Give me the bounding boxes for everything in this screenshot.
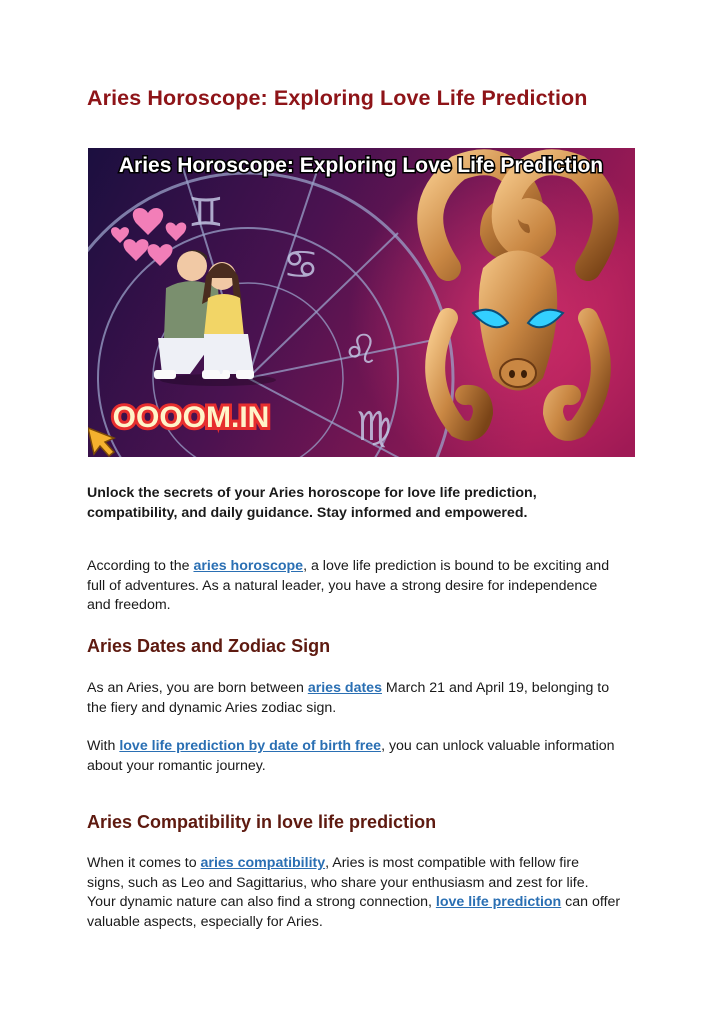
intro-summary (87, 484, 647, 523)
text-run: signs, such as Leo and Sagittarius, who share your enthusiasm and zest for life. (87, 874, 589, 891)
text-run: the fiery and dynamic Aries zodiac sign. (87, 699, 337, 716)
love-life-prediction-link[interactable]: love life prediction (435, 894, 562, 910)
text-run: and freedom. (87, 597, 171, 613)
aries-compatibility-link[interactable]: aries compatibility (200, 855, 326, 871)
zodiac-glyph-cancer: ♋ (283, 242, 319, 288)
text-run: March 21 and April 19, belonging to (381, 680, 610, 696)
banner-heading: Aries Horoscope: Exploring Love Life Prediction (118, 154, 604, 177)
heading-aries-compatibility: Aries Compatibility in love life prediction (87, 812, 437, 832)
zodiac-glyph-gemini: ♊ (188, 190, 224, 236)
zodiac-glyph-leo: ♌ (343, 327, 379, 373)
text-run: , you can unlock valuable information (381, 738, 615, 754)
paragraph-date-of-birth (87, 737, 647, 776)
text-run: With (87, 738, 120, 754)
aries-horoscope-link[interactable]: aries horoscope (193, 558, 304, 574)
intro-line-1: Unlock the secrets of your Aries horoscope for love life prediction, (87, 485, 537, 501)
love-life-dob-link[interactable]: love life prediction by date of birth free (119, 738, 382, 754)
heading-aries-dates: Aries Dates and Zodiac Sign (87, 636, 331, 656)
text-run: about your romantic journey. (87, 757, 266, 774)
text-run: According to the (87, 558, 194, 574)
text-run: full of adventures. As a natural leader, you have a strong desire for independence (87, 577, 598, 594)
paragraph-compatibility (87, 854, 647, 932)
text-run: When it comes to (87, 855, 201, 871)
paragraph-horoscope (87, 557, 647, 616)
text-run: , Aries is most compatible with fellow fire (325, 855, 580, 871)
text-run: , a love life prediction is bound to be exciting and (303, 558, 610, 574)
zodiac-glyph-virgo: ♍ (356, 404, 392, 450)
paragraph-dates (87, 679, 647, 718)
intro-line-2: compatibility, and daily guidance. Stay informed and empowered. (87, 504, 528, 521)
text-run: valuable aspects, especially for Aries. (87, 913, 323, 930)
page-title: Aries Horoscope: Exploring Love Life Prediction (87, 86, 588, 110)
article-banner-image (88, 148, 635, 457)
banner-logo: OOOOM.IN (112, 401, 270, 434)
text-run: Your dynamic nature can also find a strong connection, (87, 894, 436, 910)
text-run: can offer (561, 894, 621, 910)
text-run: As an Aries, you are born between (87, 680, 308, 696)
aries-dates-link[interactable]: aries dates (307, 680, 382, 696)
